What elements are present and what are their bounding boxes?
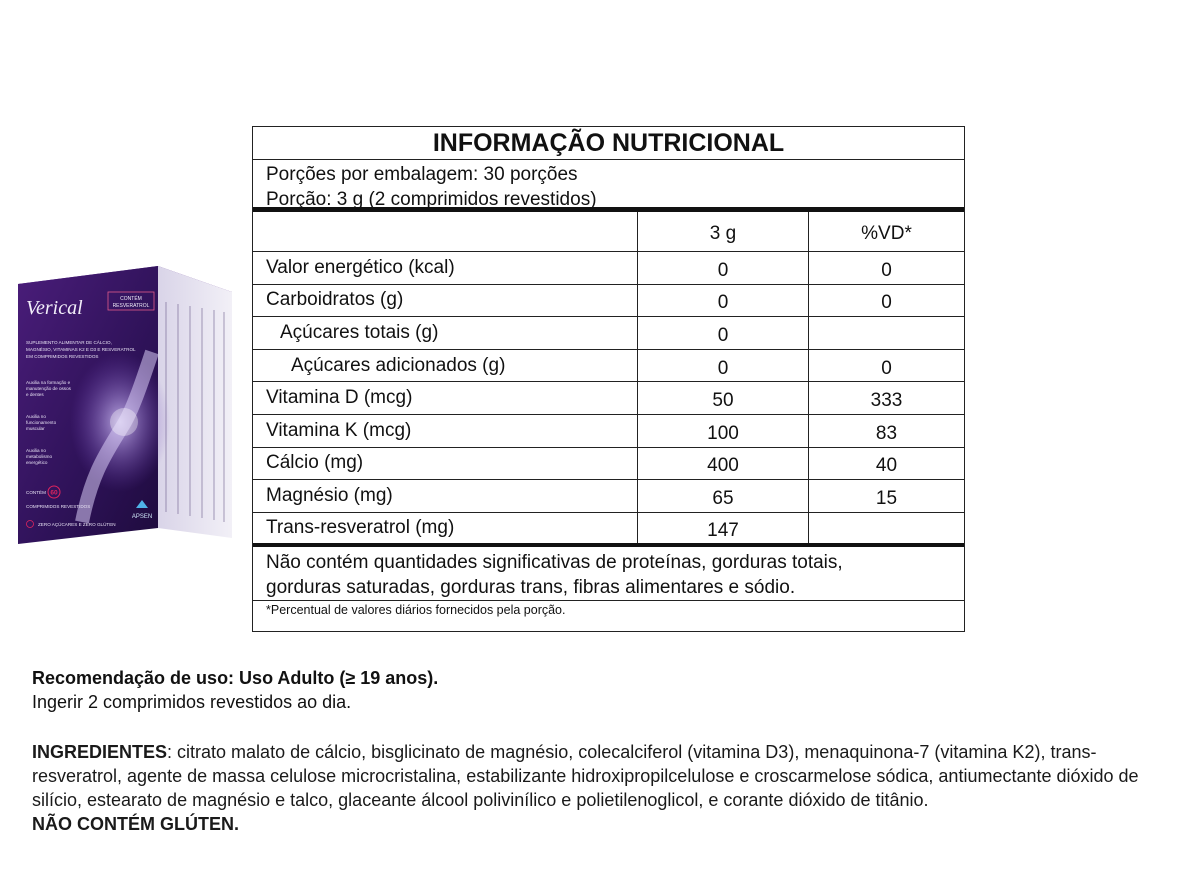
row-vd: 333 — [870, 390, 903, 412]
row-vd: 15 — [875, 487, 898, 509]
usage-section — [32, 666, 1182, 714]
svg-text:Auxilia na formação e: Auxilia na formação e — [26, 380, 71, 385]
svg-text:APSEN: APSEN — [131, 514, 153, 520]
svg-text:MAGNÉSIO, VITAMINAS K2 E D3 E: MAGNÉSIO, VITAMINAS K2 E D3 E RESVERATROL — [26, 347, 136, 352]
footer-line-2: gorduras saturadas, gorduras trans, fibras alimentares e sódio. — [266, 576, 796, 598]
header-empty-cell — [253, 212, 638, 251]
row-vd: 83 — [875, 422, 898, 444]
row-label: Vitamina D (mcg) — [253, 382, 638, 414]
table-row — [253, 480, 964, 513]
ingredients-paragraph — [32, 740, 1182, 812]
nutrition-title: INFORMAÇÃO NUTRICIONAL — [253, 127, 964, 160]
row-label: Magnésio (mg) — [253, 480, 638, 512]
table-row — [253, 285, 964, 318]
row-vd: 0 — [881, 292, 892, 314]
svg-text:RESVERATROL: RESVERATROL — [112, 303, 150, 309]
row-amount: 100 — [638, 415, 809, 447]
table-row — [253, 350, 964, 383]
svg-text:CONTÉM: CONTÉM — [120, 296, 142, 302]
ingredients-section — [32, 740, 1182, 836]
header-amount: 3 g — [638, 212, 809, 251]
svg-text:energético: energético — [26, 460, 48, 465]
row-amount: 0 — [638, 252, 809, 284]
row-label: Açúcares adicionados (g) — [253, 350, 638, 382]
row-vd: 40 — [875, 455, 898, 477]
row-label: Carboidratos (g) — [253, 285, 638, 317]
row-amount: 0 — [638, 350, 809, 382]
table-row — [253, 513, 964, 547]
svg-text:COMPRIMIDOS REVESTIDOS: COMPRIMIDOS REVESTIDOS — [26, 504, 91, 509]
svg-text:SUPLEMENTO ALIMENTAR DE CÁLCIO: SUPLEMENTO ALIMENTAR DE CÁLCIO, — [26, 340, 112, 345]
row-amount: 0 — [638, 317, 809, 349]
row-label: Açúcares totais (g) — [253, 317, 638, 349]
row-amount: 0 — [638, 285, 809, 317]
footer-line-1: Não contém quantidades significativas de proteínas, gorduras totais, — [266, 551, 843, 573]
row-vd — [809, 317, 964, 349]
svg-text:funcionamento: funcionamento — [26, 420, 57, 425]
portions-per-pack: Porções por embalagem: 30 porções — [266, 164, 578, 185]
table-row — [253, 252, 964, 285]
table-row — [253, 317, 964, 350]
svg-text:CONTÉM: CONTÉM — [26, 490, 46, 495]
svg-text:muscular: muscular — [26, 426, 45, 431]
table-row — [253, 382, 964, 415]
row-amount: 400 — [638, 448, 809, 480]
svg-text:metabolismo: metabolismo — [26, 454, 53, 459]
product-box-image — [12, 262, 240, 552]
svg-text:Auxilia no: Auxilia no — [26, 448, 46, 453]
usage-title: Recomendação de uso: Uso Adulto (≥ 19 anos). — [32, 668, 439, 688]
gluten-warning: NÃO CONTÉM GLÚTEN. — [32, 814, 239, 834]
table-row — [253, 415, 964, 448]
svg-text:ZERO AÇÚCARES E ZERO GLÚTEN: ZERO AÇÚCARES E ZERO GLÚTEN — [38, 522, 116, 527]
row-label: Valor energético (kcal) — [253, 252, 638, 284]
row-label: Vitamina K (mcg) — [253, 415, 638, 447]
row-vd: 0 — [881, 259, 892, 281]
table-row — [253, 448, 964, 481]
row-label: Cálcio (mg) — [253, 448, 638, 480]
svg-text:manutenção de ossos: manutenção de ossos — [26, 386, 71, 391]
row-amount: 147 — [638, 513, 809, 543]
svg-text:60: 60 — [50, 489, 58, 497]
svg-text:Verical: Verical — [26, 297, 83, 319]
portion-size: Porção: 3 g (2 comprimidos revestidos) — [266, 189, 597, 210]
portions-block — [253, 160, 964, 212]
svg-text:Auxilia no: Auxilia no — [26, 414, 46, 419]
ingredients-label: INGREDIENTES — [32, 742, 168, 762]
row-label: Trans-resveratrol (mg) — [253, 513, 638, 543]
nutrition-header-row — [253, 212, 964, 252]
row-vd — [809, 513, 964, 543]
usage-text: Ingerir 2 comprimidos revestidos ao dia. — [32, 692, 352, 712]
row-vd: 0 — [881, 357, 892, 379]
svg-text:e dentes: e dentes — [26, 392, 44, 397]
row-amount: 65 — [638, 480, 809, 512]
nutrition-table — [252, 126, 965, 632]
header-vd: %VD* — [861, 222, 912, 244]
ingredients-text: : citrato malato de cálcio, bisglicinato de magnésio, colecalciferol (vitamina D3), menaquinona-7 (vitamina K2), trans-resveratrol, agente de massa celulose microcristalina, estabilizante hidroxipropilcelulose e croscarmelose sódica, antiumectante dióxido de silício, estearato de magnésio e talco, glaceante álcool polivinílico e polietilenoglicol, e corante dióxido de titânio. — [32, 742, 1139, 810]
row-amount: 50 — [638, 382, 809, 414]
vd-footnote: *Percentual de valores diários fornecidos pela porção. — [266, 602, 566, 617]
nutrition-footer — [253, 547, 964, 601]
svg-text:EM COMPRIMIDOS REVESTIDOS: EM COMPRIMIDOS REVESTIDOS — [26, 354, 99, 359]
